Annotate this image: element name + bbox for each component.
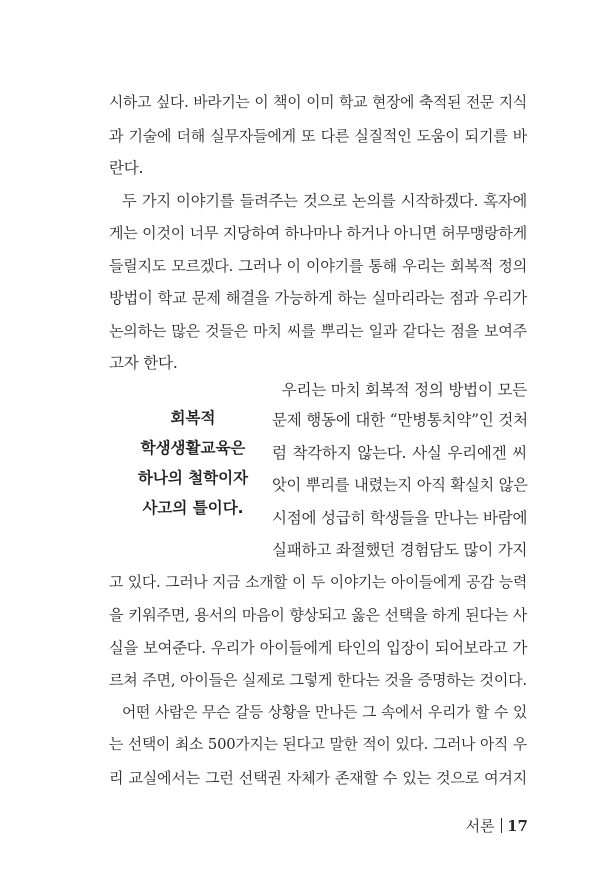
body-line: 럼 착각하지 않는다. 사실 우리에겐 씨	[272, 444, 527, 462]
body-line: 앗이 뿌리를 내렸는지 아직 확실치 않은	[272, 476, 528, 494]
body-line: 는 선택이 최소 500가지는 된다고 말한 적이 있다. 그러나 아직 우	[109, 736, 527, 753]
body-line: 실을 보여준다. 우리가 아이들에게 타인의 입장이 되어보라고 가	[109, 639, 527, 657]
body-line: 어떤 사람은 무슨 갈등 상황을 만나든 그 속에서 우리가 할 수 있	[122, 704, 527, 721]
pull-quote-line: 하나의 철학이자	[137, 469, 249, 487]
pull-quote	[118, 403, 268, 523]
body-line: 을 키워주면, 용서의 마음이 향상되고 옳은 선택을 하게 된다는 사	[109, 606, 527, 624]
pull-quote-line: 사고의 틀이다.	[142, 499, 244, 517]
body-line: 문제 행동에 대한 “만병통치약”인 것처	[272, 411, 528, 429]
body-line: 고자 한다.	[109, 354, 178, 372]
body-line: 두 가지 이야기를 들려주는 것으로 논의를 시작하겠다. 혹자에	[122, 192, 527, 210]
page-footer	[466, 816, 528, 836]
section-name: 서론	[465, 817, 495, 835]
page-number: 17	[507, 817, 528, 835]
body-line: 시점에 성급히 학생들을 만나는 바람에	[272, 509, 528, 527]
body-line: 시하고 싶다. 바라기는 이 책이 이미 학교 현장에 축적된 전문 지식	[109, 94, 527, 111]
body-line: 과 기술에 더해 실무자들에게 또 다른 실질적인 도움이 되기를 바	[109, 127, 527, 145]
body-line: 르쳐 주면, 아이들은 실제로 그렇게 한다는 것을 증명하는 것이다.	[109, 671, 527, 689]
body-line: 실패하고 좌절했던 경험담도 많이 가지	[272, 541, 528, 559]
body-line: 우리는 마치 회복적 정의 방법이 모든	[281, 381, 527, 399]
body-line: 리 교실에서는 그런 선택권 자체가 존재할 수 있는 것으로 여겨지	[109, 769, 527, 787]
folio-divider	[501, 818, 503, 833]
body-line: 방법이 학교 문제 해결을 가능하게 하는 실마리라는 점과 우리가	[109, 289, 527, 307]
body-line: 란다.	[109, 159, 144, 177]
body-line: 논의하는 많은 것들은 마치 씨를 뿌리는 일과 같다는 점을 보여주	[109, 322, 527, 340]
body-line: 게는 이것이 너무 지당하여 하나마나 하거나 아니면 허무맹랑하게	[109, 224, 527, 242]
pull-quote-line: 회복적	[170, 409, 216, 427]
pull-quote-line: 학생생활교육은	[140, 439, 246, 457]
body-line: 들릴지도 모르겠다. 그러나 이 이야기를 통해 우리는 회복적 정의	[109, 257, 527, 275]
body-line: 고 있다. 그러나 지금 소개할 이 두 이야기는 아이들에게 공감 능력	[109, 574, 527, 591]
